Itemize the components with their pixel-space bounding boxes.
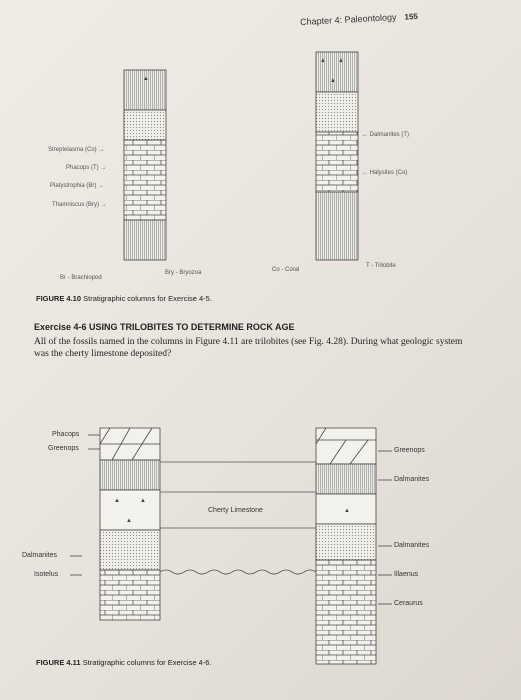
cherty-limestone-label: Cherty Limestone bbox=[208, 507, 263, 514]
chapter-title: Chapter 4: Paleontology bbox=[299, 12, 397, 28]
fig411-left-column bbox=[100, 428, 160, 620]
fig411-right-column bbox=[316, 428, 376, 664]
fig411-label-illaenus: Illaenus bbox=[394, 571, 419, 578]
fig411-label-dalmanites-right-1: Dalmanites bbox=[394, 476, 430, 483]
fig411-label-dalmanites: Dalmanites bbox=[22, 552, 58, 559]
svg-text:▲: ▲ bbox=[330, 78, 336, 84]
fig410-label-phacops: Phacops (T) → bbox=[66, 165, 107, 171]
fig410-left-column bbox=[124, 70, 166, 260]
fig410-right-column bbox=[316, 52, 358, 260]
legend-trilobite: T - Trilobite bbox=[366, 263, 396, 269]
page-number: 155 bbox=[404, 11, 419, 22]
fig410-label-platystrophia: Platystrophia (Br) → bbox=[50, 183, 105, 189]
svg-text:▲: ▲ bbox=[126, 518, 132, 524]
fig411-label-greenops: Greenops bbox=[48, 445, 79, 452]
fig411-label-ceraurus: Ceraurus bbox=[394, 600, 423, 607]
fig411-label-phacops: Phacops bbox=[52, 431, 80, 438]
svg-text:▲: ▲ bbox=[338, 58, 344, 64]
fig411-label-isotelus: Isotelus bbox=[34, 571, 59, 578]
svg-text:▲: ▲ bbox=[344, 508, 350, 514]
fig410-label-dalmanites: ← Dalmanites (T) bbox=[362, 132, 410, 138]
legend-coral: Co - Coral bbox=[272, 267, 300, 273]
fig410-label-streptelasma: Streptelasma (Co) → bbox=[48, 147, 105, 153]
fig411-correlation-lines bbox=[160, 462, 316, 574]
svg-text:▲: ▲ bbox=[114, 498, 120, 504]
svg-text:▲: ▲ bbox=[143, 76, 149, 82]
fig411-label-dalmanites-right-2: Dalmanites bbox=[394, 542, 430, 549]
figure-4-10-caption: FIGURE 4.10 Stratigraphic columns for Exercise 4-5. bbox=[36, 294, 212, 303]
exercise-body: All of the fossils named in the columns in Figure 4.11 are trilobites (see Fig. 4.28). During what geologic system was the cherty limestone deposited? bbox=[34, 337, 463, 359]
legend-brachiopod: Br - Brachiopod bbox=[60, 275, 102, 281]
fig410-label-halysites: ← Halysites (Co) bbox=[362, 170, 408, 176]
exercise-title: Exercise 4-6 USING TRILOBITES TO DETERMINE ROCK AGE bbox=[34, 322, 295, 332]
fig411-label-greenops-right: Greenops bbox=[394, 447, 425, 454]
svg-text:▲: ▲ bbox=[140, 498, 146, 504]
fig410-label-thamniscus: Thamniscus (Bry) → bbox=[52, 202, 107, 208]
legend-bryozoa: Bry - Bryozoa bbox=[165, 270, 202, 276]
svg-text:▲: ▲ bbox=[320, 58, 326, 64]
figure-4-11-caption: FIGURE 4.11 Stratigraphic columns for Exercise 4-6. bbox=[36, 658, 212, 667]
